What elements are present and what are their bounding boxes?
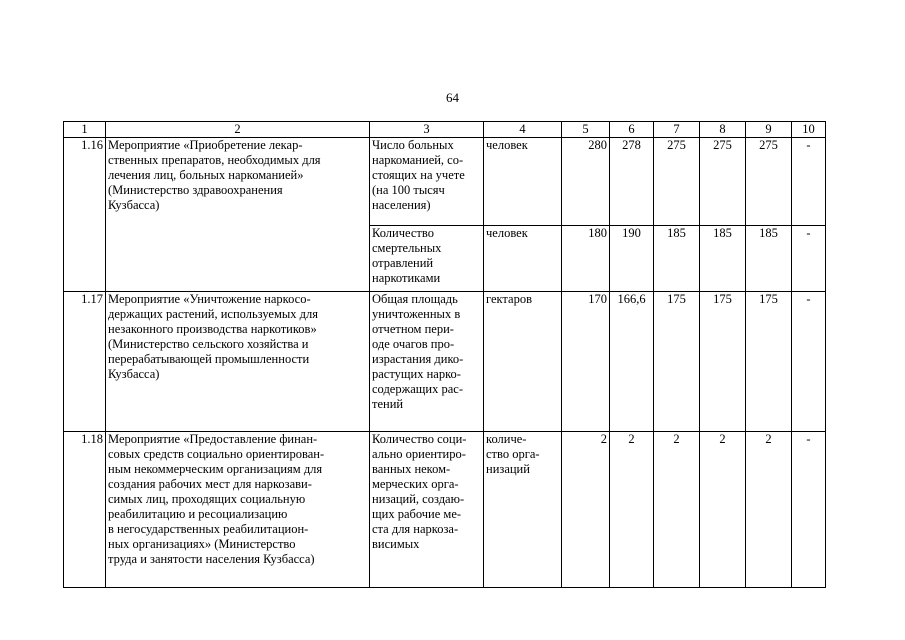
value-cell: 278 bbox=[610, 138, 654, 226]
header-cell: 4 bbox=[484, 122, 562, 138]
program-table bbox=[63, 121, 826, 588]
value-cell: 175 bbox=[746, 292, 792, 432]
indicator-name: Число больных наркоманией, со- стоящих на учете (на 100 тысяч населения) bbox=[370, 138, 484, 226]
header-cell: 7 bbox=[654, 122, 700, 138]
row-number: 1.16 bbox=[64, 138, 106, 292]
value-cell: 2 bbox=[746, 432, 792, 588]
indicator-name: Количество смертельных отравлений наркотиками bbox=[370, 226, 484, 292]
value-cell: 180 bbox=[562, 226, 610, 292]
table-row bbox=[64, 292, 826, 432]
value-cell: 275 bbox=[654, 138, 700, 226]
event-description: Мероприятие «Предоставление финан- совых средств социально ориентирован- ным некоммерческим организациям для создания рабочих мест для наркозави- симых лиц, проходящих социальную реабилитацию и ресоциализацию в негосударственных реабилитацион- ных организациях» (Министерство труда и занятости населения Кузбасса) bbox=[106, 432, 370, 588]
indicator-name: Общая площадь уничтоженных в отчетном пери- оде очагов про- израстания дико- растущих нарко- содержащих рас- тений bbox=[370, 292, 484, 432]
header-cell: 9 bbox=[746, 122, 792, 138]
value-cell: 175 bbox=[654, 292, 700, 432]
table-row bbox=[64, 138, 826, 226]
header-cell: 6 bbox=[610, 122, 654, 138]
value-cell: 2 bbox=[610, 432, 654, 588]
indicator-unit: человек bbox=[484, 138, 562, 226]
value-cell: 185 bbox=[700, 226, 746, 292]
header-cell: 1 bbox=[64, 122, 106, 138]
header-cell: 8 bbox=[700, 122, 746, 138]
event-description: Мероприятие «Приобретение лекар- ственных препаратов, необходимых для лечения лиц, больных наркоманией» (Министерство здравоохранения Кузбасса) bbox=[106, 138, 370, 292]
value-cell: 175 bbox=[700, 292, 746, 432]
page-number: 64 bbox=[446, 90, 459, 105]
value-cell: 275 bbox=[746, 138, 792, 226]
value-cell: 2 bbox=[562, 432, 610, 588]
value-cell: - bbox=[792, 226, 826, 292]
indicator-name: Количество соци- ально ориентиро- ванных неком- мерческих орга- низаций, создаю- щих рабочие ме- ста для наркоза- висимых bbox=[370, 432, 484, 588]
header-cell: 2 bbox=[106, 122, 370, 138]
indicator-unit: количе- ство орга- низаций bbox=[484, 432, 562, 588]
event-description: Мероприятие «Уничтожение наркосо- держащих растений, используемых для незаконного производства наркотиков» (Министерство сельского хозяйства и перерабатывающей промышленности Кузбасса) bbox=[106, 292, 370, 432]
row-number: 1.18 bbox=[64, 432, 106, 588]
value-cell: 185 bbox=[654, 226, 700, 292]
value-cell: - bbox=[792, 292, 826, 432]
value-cell: 2 bbox=[654, 432, 700, 588]
value-cell: 2 bbox=[700, 432, 746, 588]
value-cell: 190 bbox=[610, 226, 654, 292]
header-cell: 3 bbox=[370, 122, 484, 138]
value-cell: 280 bbox=[562, 138, 610, 226]
header-cell: 5 bbox=[562, 122, 610, 138]
table-header-row bbox=[64, 122, 826, 138]
value-cell: 166,6 bbox=[610, 292, 654, 432]
value-cell: - bbox=[792, 432, 826, 588]
value-cell: - bbox=[792, 138, 826, 226]
value-cell: 185 bbox=[746, 226, 792, 292]
indicator-unit: человек bbox=[484, 226, 562, 292]
table-row bbox=[64, 432, 826, 588]
value-cell: 275 bbox=[700, 138, 746, 226]
indicator-unit: гектаров bbox=[484, 292, 562, 432]
value-cell: 170 bbox=[562, 292, 610, 432]
header-cell: 10 bbox=[792, 122, 826, 138]
row-number: 1.17 bbox=[64, 292, 106, 432]
